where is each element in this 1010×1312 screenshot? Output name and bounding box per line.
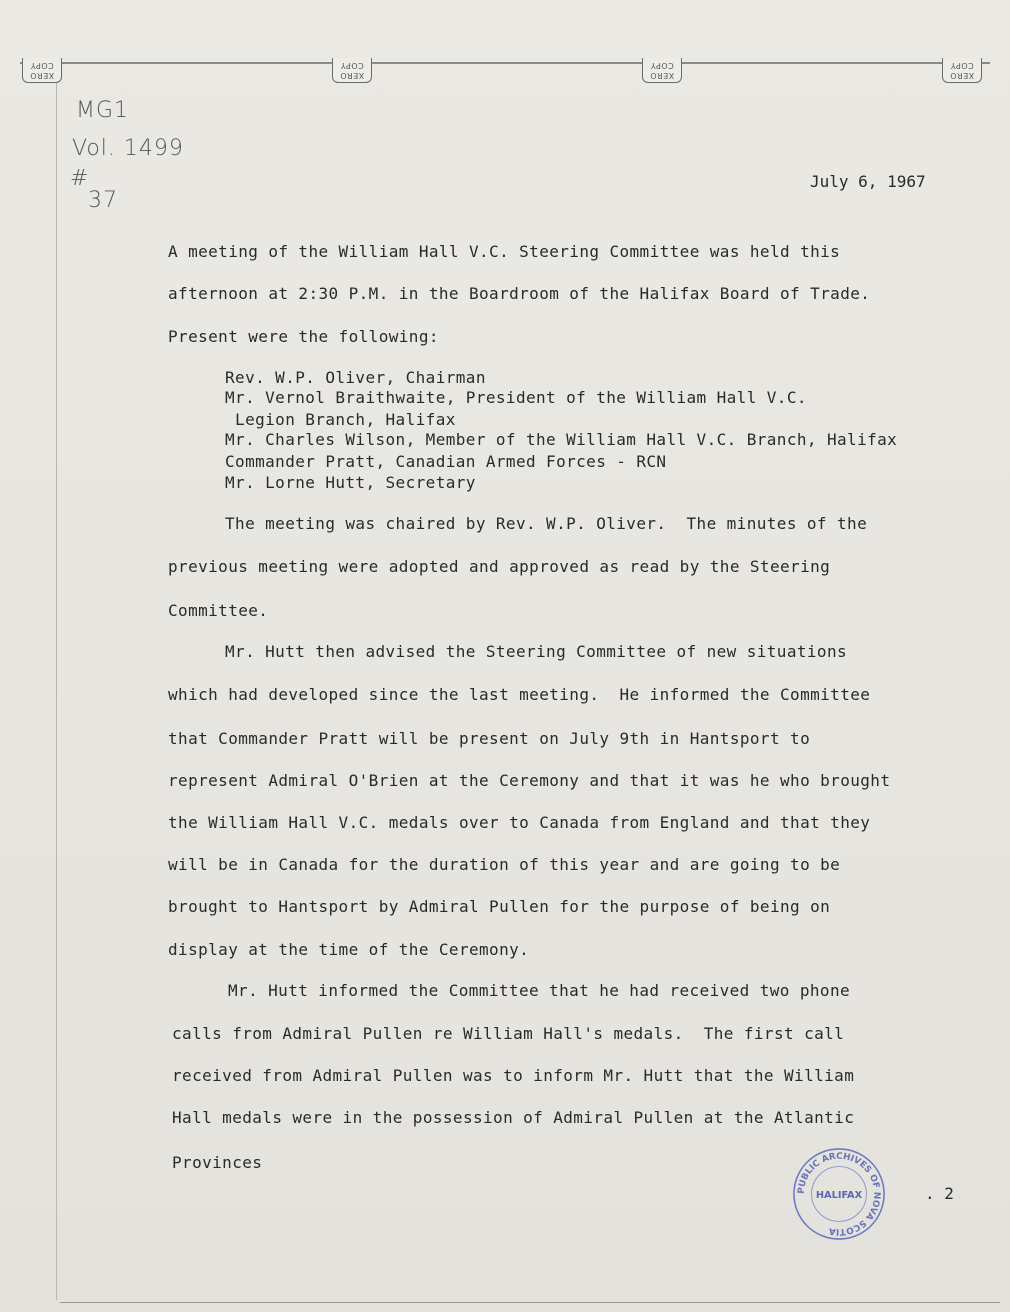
text-line: The meeting was chaired by Rev. W.P. Oliver. The minutes of the xyxy=(225,514,868,533)
text-line: which had developed since the last meeting. He informed the Committee xyxy=(168,685,871,704)
page-number: . 2 xyxy=(925,1184,954,1203)
tab-label-copy: COPY xyxy=(650,61,674,70)
attendee-line: Mr. Lorne Hutt, Secretary xyxy=(225,473,476,492)
letter-date: July 6, 1967 xyxy=(810,172,926,191)
stamp-center-text: HALIFAX xyxy=(815,1189,863,1201)
tab-label-copy: COPY xyxy=(30,61,54,70)
tab-label-xero: XERO xyxy=(949,71,975,80)
text-line: Mr. Hutt then advised the Steering Committee of new situations xyxy=(225,642,848,661)
archive-ref-line2: Vol. 1499 xyxy=(72,136,184,161)
attendee-line: Rev. W.P. Oliver, Chairman xyxy=(225,368,486,387)
xerox-copy-tab xyxy=(642,58,682,83)
attendee-line: Mr. Charles Wilson, Member of the William Hall V.C. Branch, Halifax xyxy=(225,430,898,449)
text-line: will be in Canada for the duration of this year and are going to be xyxy=(168,855,841,874)
attendee-line: Legion Branch, Halifax xyxy=(225,410,456,429)
text-line: represent Admiral O'Brien at the Ceremony and that it was he who brought xyxy=(168,771,891,790)
attendee-line: Mr. Vernol Braithwaite, President of the William Hall V.C. xyxy=(225,388,807,407)
text-line: afternoon at 2:30 P.M. in the Boardroom of the Halifax Board of Trade. xyxy=(168,284,871,303)
text-line: the William Hall V.C. medals over to Canada from England and that they xyxy=(168,813,871,832)
text-line: brought to Hantsport by Admiral Pullen for the purpose of being on xyxy=(168,897,831,916)
tab-label-xero: XERO xyxy=(649,71,675,80)
text-line: received from Admiral Pullen was to inform Mr. Hutt that the William xyxy=(172,1066,855,1085)
tab-label-copy: COPY xyxy=(340,61,364,70)
text-line: A meeting of the William Hall V.C. Steering Committee was held this xyxy=(168,242,841,261)
archive-ref-line4: 37 xyxy=(88,188,118,213)
archive-ref-line3: # xyxy=(70,166,90,191)
text-line: Provinces xyxy=(172,1153,263,1172)
text-line: display at the time of the Ceremony. xyxy=(168,940,530,959)
archive-ref-line1: MG1 xyxy=(76,98,130,123)
xerox-copy-tab xyxy=(22,58,62,83)
attendee-line: Commander Pratt, Canadian Armed Forces - RCN xyxy=(225,452,667,471)
xerox-copy-tab xyxy=(942,58,982,83)
archives-stamp xyxy=(790,1145,888,1243)
tab-label-copy: COPY xyxy=(950,61,974,70)
tab-label-xero: XERO xyxy=(29,71,55,80)
text-line: Committee. xyxy=(168,601,269,620)
text-line: Hall medals were in the possession of Admiral Pullen at the Atlantic xyxy=(172,1108,855,1127)
bottom-rule xyxy=(60,1302,1000,1303)
text-line: Present were the following: xyxy=(168,327,439,346)
text-line: previous meeting were adopted and approved as read by the Steering xyxy=(168,557,831,576)
tab-label-xero: XERO xyxy=(339,71,365,80)
left-margin-rule xyxy=(56,70,57,1300)
xerox-copy-tab xyxy=(332,58,372,83)
text-line: calls from Admiral Pullen re William Hall's medals. The first call xyxy=(172,1024,845,1043)
text-line: that Commander Pratt will be present on July 9th in Hantsport to xyxy=(168,729,811,748)
top-binding-rule xyxy=(20,62,990,64)
stamp-ring-text: PUBLIC ARCHIVES OF NOVA SCOTIA xyxy=(796,1151,882,1237)
text-line: Mr. Hutt informed the Committee that he had received two phone xyxy=(228,981,851,1000)
